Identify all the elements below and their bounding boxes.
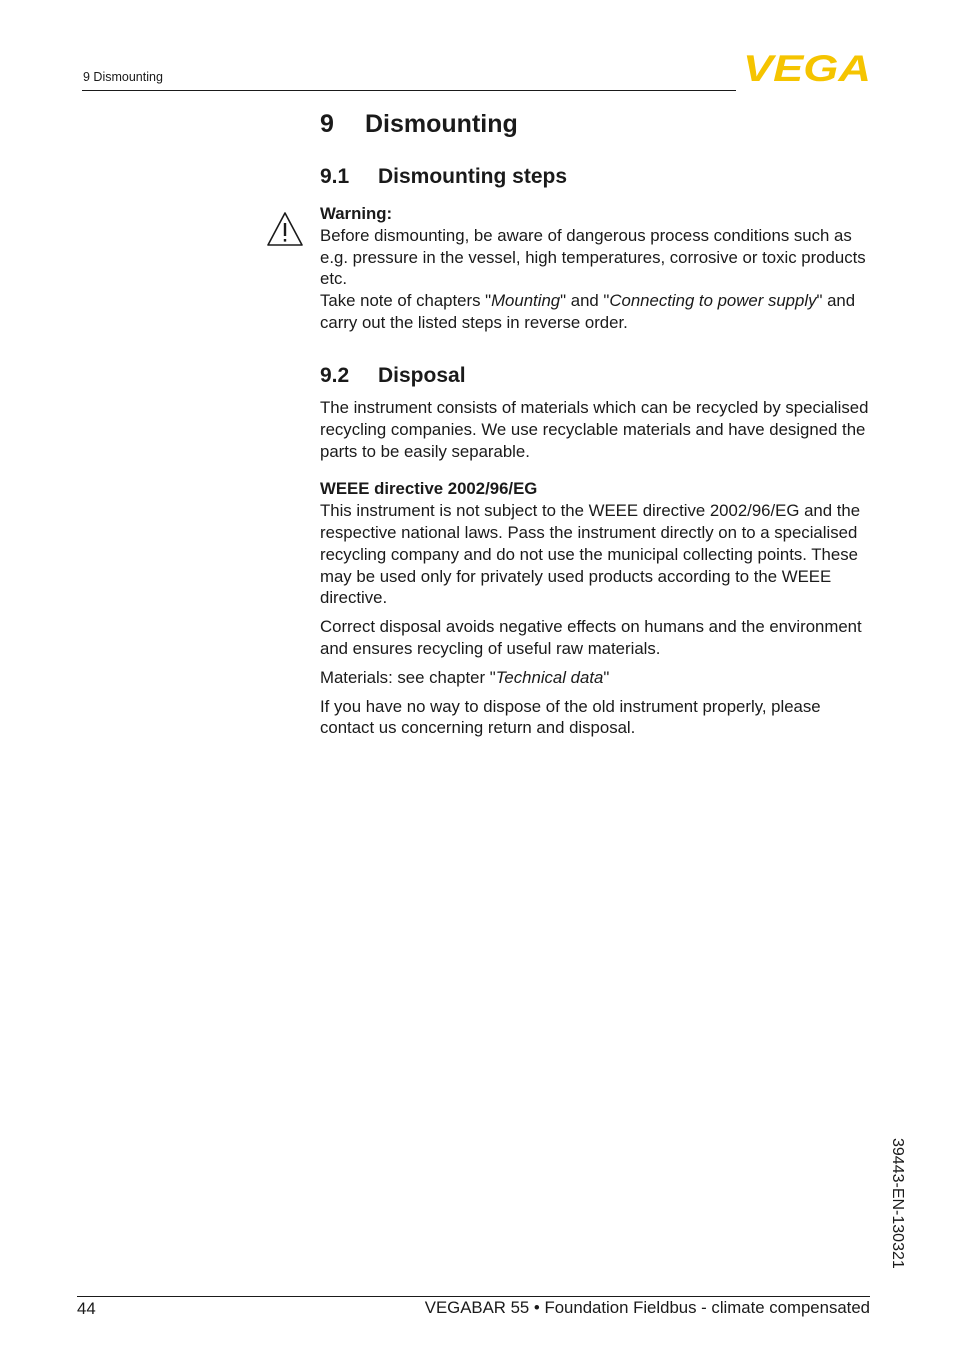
section-number: 9.2 xyxy=(320,364,350,387)
note-text-3: " and carry out the listed steps in reverse order. xyxy=(320,291,856,332)
page-number: 44 xyxy=(77,1299,96,1318)
vega-logo xyxy=(742,52,872,84)
materials-paragraph xyxy=(320,667,875,689)
running-head: 9 Dismounting xyxy=(83,70,163,84)
note-text-1: Take note of chapters " xyxy=(320,291,492,311)
materials-text-2: " xyxy=(603,667,610,687)
chapter-heading xyxy=(320,110,518,139)
section-number: 9.1 xyxy=(320,165,350,188)
header-rule xyxy=(82,90,736,91)
contact-text: If you have no way to dispose of the old instrument properly, please contact us concerning return and disposal. xyxy=(320,696,821,738)
disposal-intro: The instrument consists of materials which can be recycled by specialised recycling companies. We use recyclable materials and have designed the parts to be easily separable. xyxy=(320,398,869,461)
disposal-block xyxy=(320,397,875,746)
materials-text-1: Materials: see chapter " xyxy=(320,667,496,687)
materials-link-technical-data: Technical data xyxy=(495,667,604,687)
chapter-title: Dismounting xyxy=(365,110,518,138)
correct-disposal-text: Correct disposal avoids negative effects on humans and the environment and ensures recycling of useful raw materials. xyxy=(320,617,862,658)
document-code-text: 39443-EN-130321 xyxy=(889,1138,906,1269)
warning-text: Before dismounting, be aware of dangerous process conditions such as e.g. pressure in the vessel, high temperatures, corrosive or toxic products etc. xyxy=(320,225,866,289)
section-heading-dismounting-steps xyxy=(320,165,567,189)
warning-block xyxy=(320,203,875,341)
weee-text: This instrument is not subject to the WEEE directive 2002/96/EG and the respective national laws. Pass the instrument directly on to a specialised recycling company and do not use the municipal collecting points. These may be used only for privately used products according to the WEEE directive. xyxy=(320,501,861,608)
weee-heading: WEEE directive 2002/96/EG xyxy=(320,479,538,499)
section-title: Dismounting steps xyxy=(378,165,568,188)
section-heading-disposal xyxy=(320,364,466,388)
chapter-number: 9 xyxy=(320,110,334,138)
section-title: Disposal xyxy=(378,364,466,387)
note-text-2: " and " xyxy=(560,291,610,311)
note-link-power-supply: Connecting to power supply xyxy=(609,291,817,311)
footer-document-title: VEGABAR 55 • Foundation Fieldbus - climate compensated xyxy=(424,1298,870,1317)
warning-triangle-icon xyxy=(266,211,304,247)
footer-rule xyxy=(77,1296,870,1297)
vega-logo-text: VEGA xyxy=(743,52,871,84)
note-paragraph xyxy=(320,290,875,334)
warning-label: Warning: xyxy=(320,204,393,223)
document-code xyxy=(884,1138,906,1288)
note-link-mounting: Mounting xyxy=(491,291,561,311)
